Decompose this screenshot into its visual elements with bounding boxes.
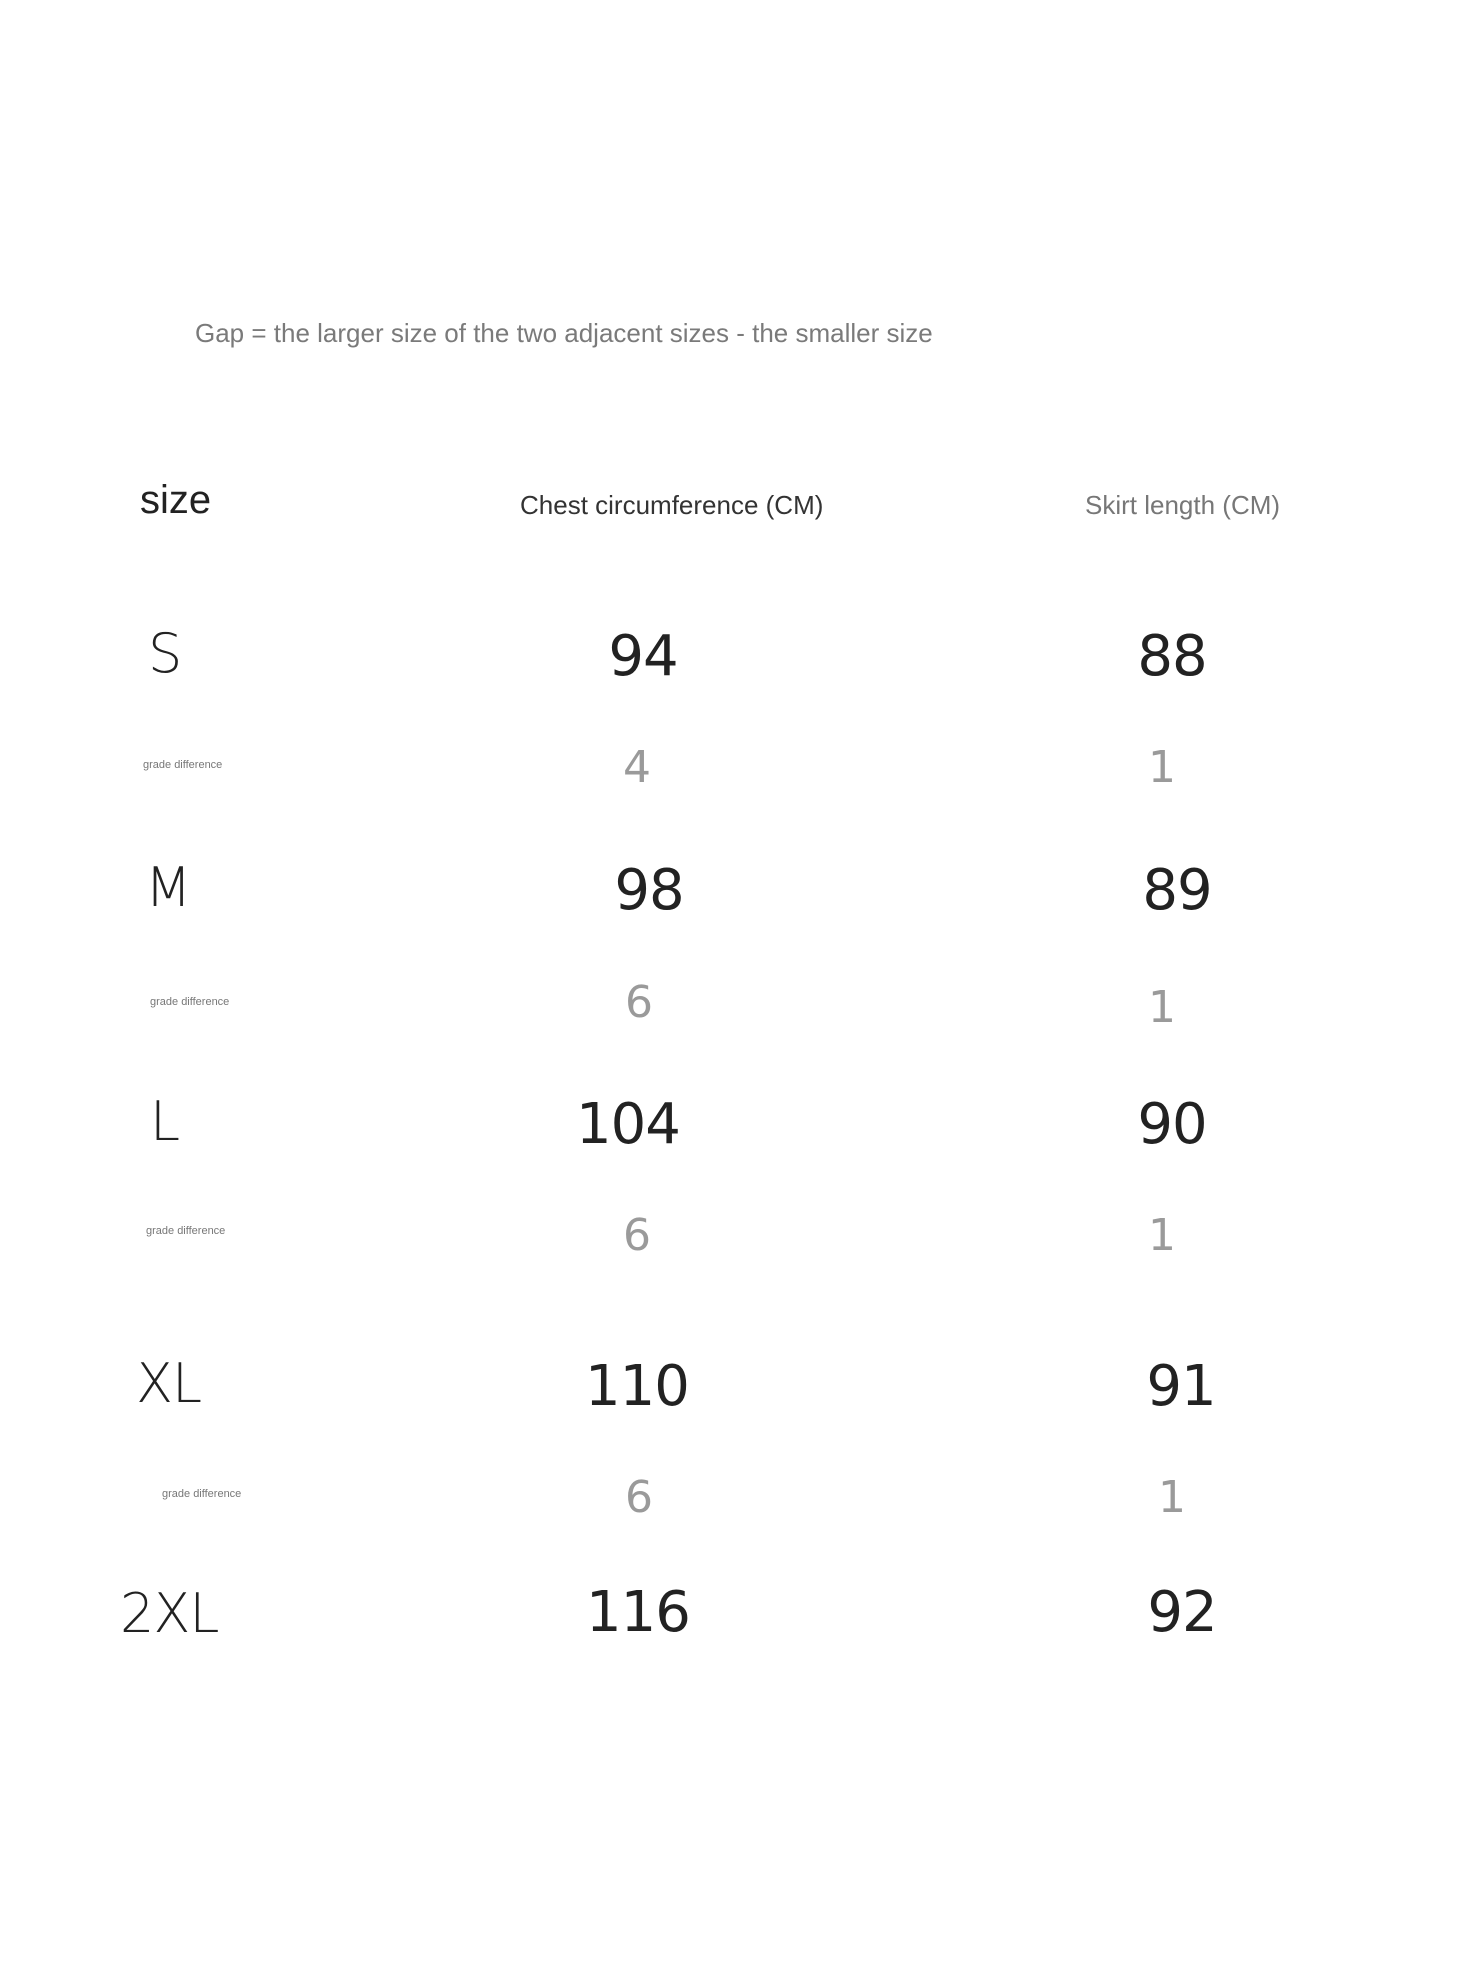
skirt-grade-difference: 1 [1148,982,1176,1033]
size-label-l: L [150,1090,180,1153]
skirt-grade-difference: 1 [1148,742,1176,793]
chest-grade-difference: 6 [623,1210,651,1261]
skirt-column-header: Skirt length (CM) [1085,490,1281,520]
skirt-grade-difference: 1 [1148,1210,1176,1261]
size-column-header: size [140,478,212,522]
skirt-grade-difference: 1 [1158,1472,1186,1523]
chest-value-2xl: 116 [586,1580,690,1645]
gap-definition-note: Gap = the larger size of the two adjacent sizes - the smaller size [195,318,933,348]
chest-column-header: Chest circumference (CM) [520,490,824,520]
grade-difference-label: grade difference [162,1488,242,1500]
size-label-s: S [148,622,182,685]
grade-difference-label: grade difference [143,759,223,771]
skirt-value-m: 89 [1142,858,1212,923]
chest-value-m: 98 [614,858,684,923]
size-label-xl: XL [136,1352,202,1415]
skirt-value-s: 88 [1137,624,1207,689]
skirt-value-2xl: 92 [1147,1580,1217,1645]
grade-difference-label: grade difference [150,996,230,1008]
skirt-value-l: 90 [1137,1092,1207,1157]
chest-grade-difference: 4 [623,742,651,793]
chest-grade-difference: 6 [625,977,653,1028]
skirt-value-xl: 91 [1146,1354,1216,1419]
size-label-m: M [145,856,191,919]
chest-value-s: 94 [608,624,678,689]
chest-value-xl: 110 [585,1354,689,1419]
chest-grade-difference: 6 [625,1472,653,1523]
grade-difference-label: grade difference [146,1225,226,1237]
chest-value-l: 104 [576,1092,680,1157]
size-label-2xl: 2XL [120,1582,219,1645]
